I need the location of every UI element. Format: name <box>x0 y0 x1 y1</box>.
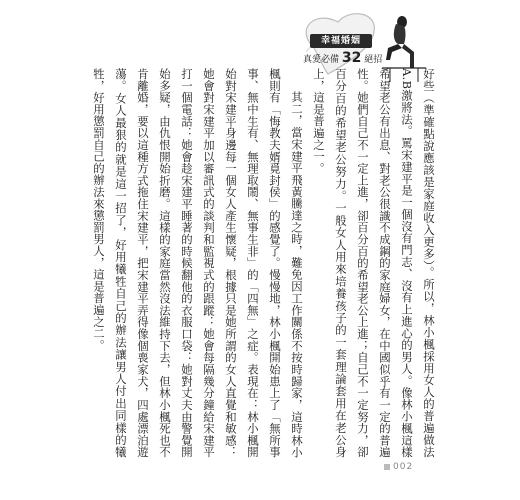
subtitle-prefix: 真愛必備 <box>303 55 340 65</box>
section-title-badge: 幸福婚姻 <box>310 34 372 48</box>
section-subtitle <box>303 50 382 66</box>
page-number: 002 <box>384 462 413 472</box>
subtitle-suffix: 絕招 <box>364 55 383 65</box>
paragraph-1: 好些（準確點說應該是家庭收入更多）。所以，林小楓採用女人的普遍做法A.B激將法。罵宋建平是一個沒有門志、沒有上進心的男人。像林小楓這樣希望老公有出息、對老公很識不成鋼的家庭婦女，在中國似乎有一定的普遍性。她們自己不一定上進，卻百分百的希望老公上進；自己不一定努力，卻百分百的希望老公努力。一般女人用來培養孩子的一套理論套用在老公身上，這是普遍之一。 <box>312 68 436 458</box>
vertical-body-text <box>78 68 440 458</box>
subtitle-number: 32 <box>341 50 362 66</box>
paragraph-2: 其二，當宋建平飛黃騰達之時，難免因工作關係不按時歸家，這時林小楓則有「悔教夫婿覓封侯」的感覺了。慢慢地，林小楓開始患上了「無所事事、無中生有、無理取鬧、無事生非」的「四無」之症。表現在：林小楓開始對宋建平身邊每一個女人產生懷疑，根據只是她所謂的女人直覺和敏感：她會對宋建平加以審訊式的談判和監視式的跟蹤：她會每隔幾分鐘給宋建平打一個電話：她會趁宋建平睡著的時候翻他的衣服口袋：她對丈夫由警覺開始多疑，由仇恨開始折磨。這樣的家庭當然沒法維持下去，但林小楓死也不肯離婚，要以這種方式拖住宋建平，把宋建平弄得像個喪家犬，四處漂泊遊蕩。女人最狠的就是這一招了，好用犧牲自己的辦法讓男人付出同樣的犧牲，好用懲罰自己的辦法來懲罰男人，這是普遍之二。 <box>92 68 304 458</box>
